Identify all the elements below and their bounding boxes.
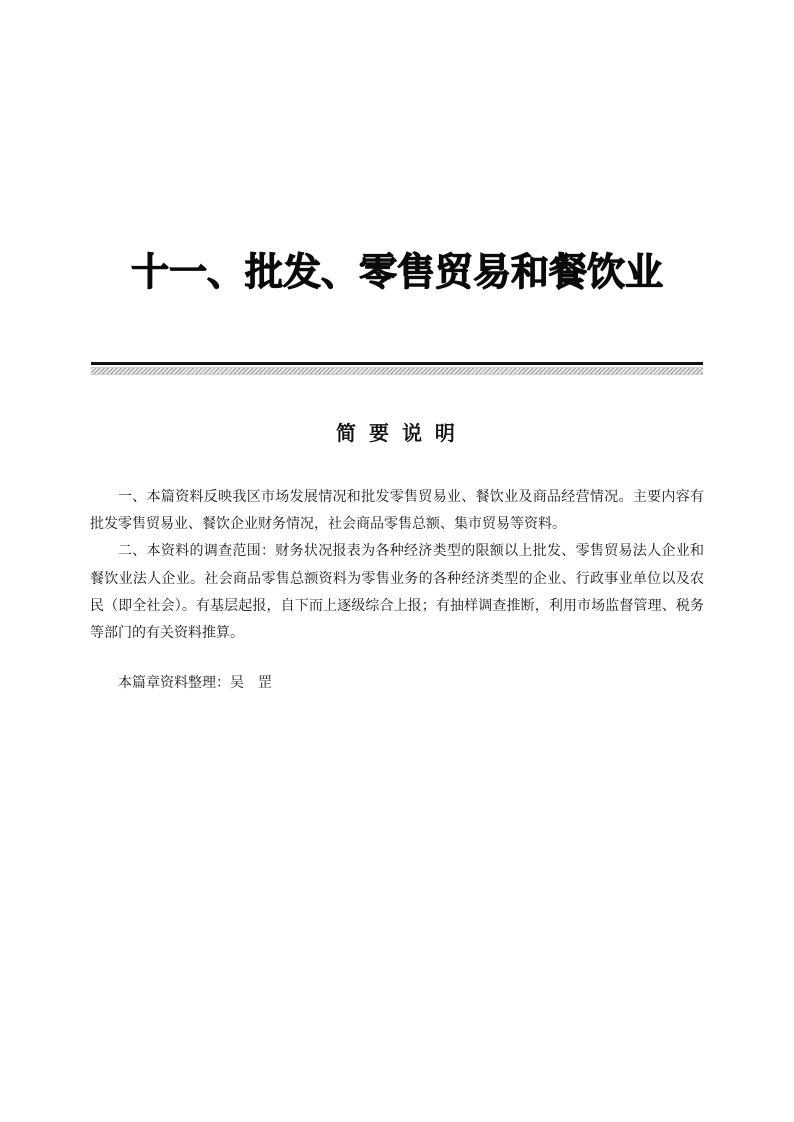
body-text (90, 484, 704, 647)
compiler-note: 本篇章资料整理：吴 罡 (118, 675, 272, 691)
intro-paragraph-1: 一、本篇资料反映我区市场发展情况和批发零售贸易业、餐饮业及商品经营情况。主要内容有批发零售贸易业、餐饮企业财务情况，社会商品零售总额、集市贸易等资料。 (90, 489, 704, 533)
section-divider (91, 362, 703, 375)
divider-hatch-band (91, 367, 703, 375)
divider-rule (91, 362, 703, 365)
chapter-title: 十一、批发、零售贸易和餐饮业 (130, 250, 663, 294)
section-heading: 简 要 说 明 (336, 421, 458, 445)
intro-paragraph-2: 二、本资料的调查范围：财务状况报表为各种经济类型的限额以上批发、零售贸易法人企业和餐饮业法人企业。社会商品零售总额资料为零售业务的各种经济类型的企业、行政事业单位以及农民（即全社会）。有基层起报，自下而上逐级综合上报；有抽样调查推断，利用市场监督管理、税务等部门的有关资料推算。 (90, 543, 704, 642)
